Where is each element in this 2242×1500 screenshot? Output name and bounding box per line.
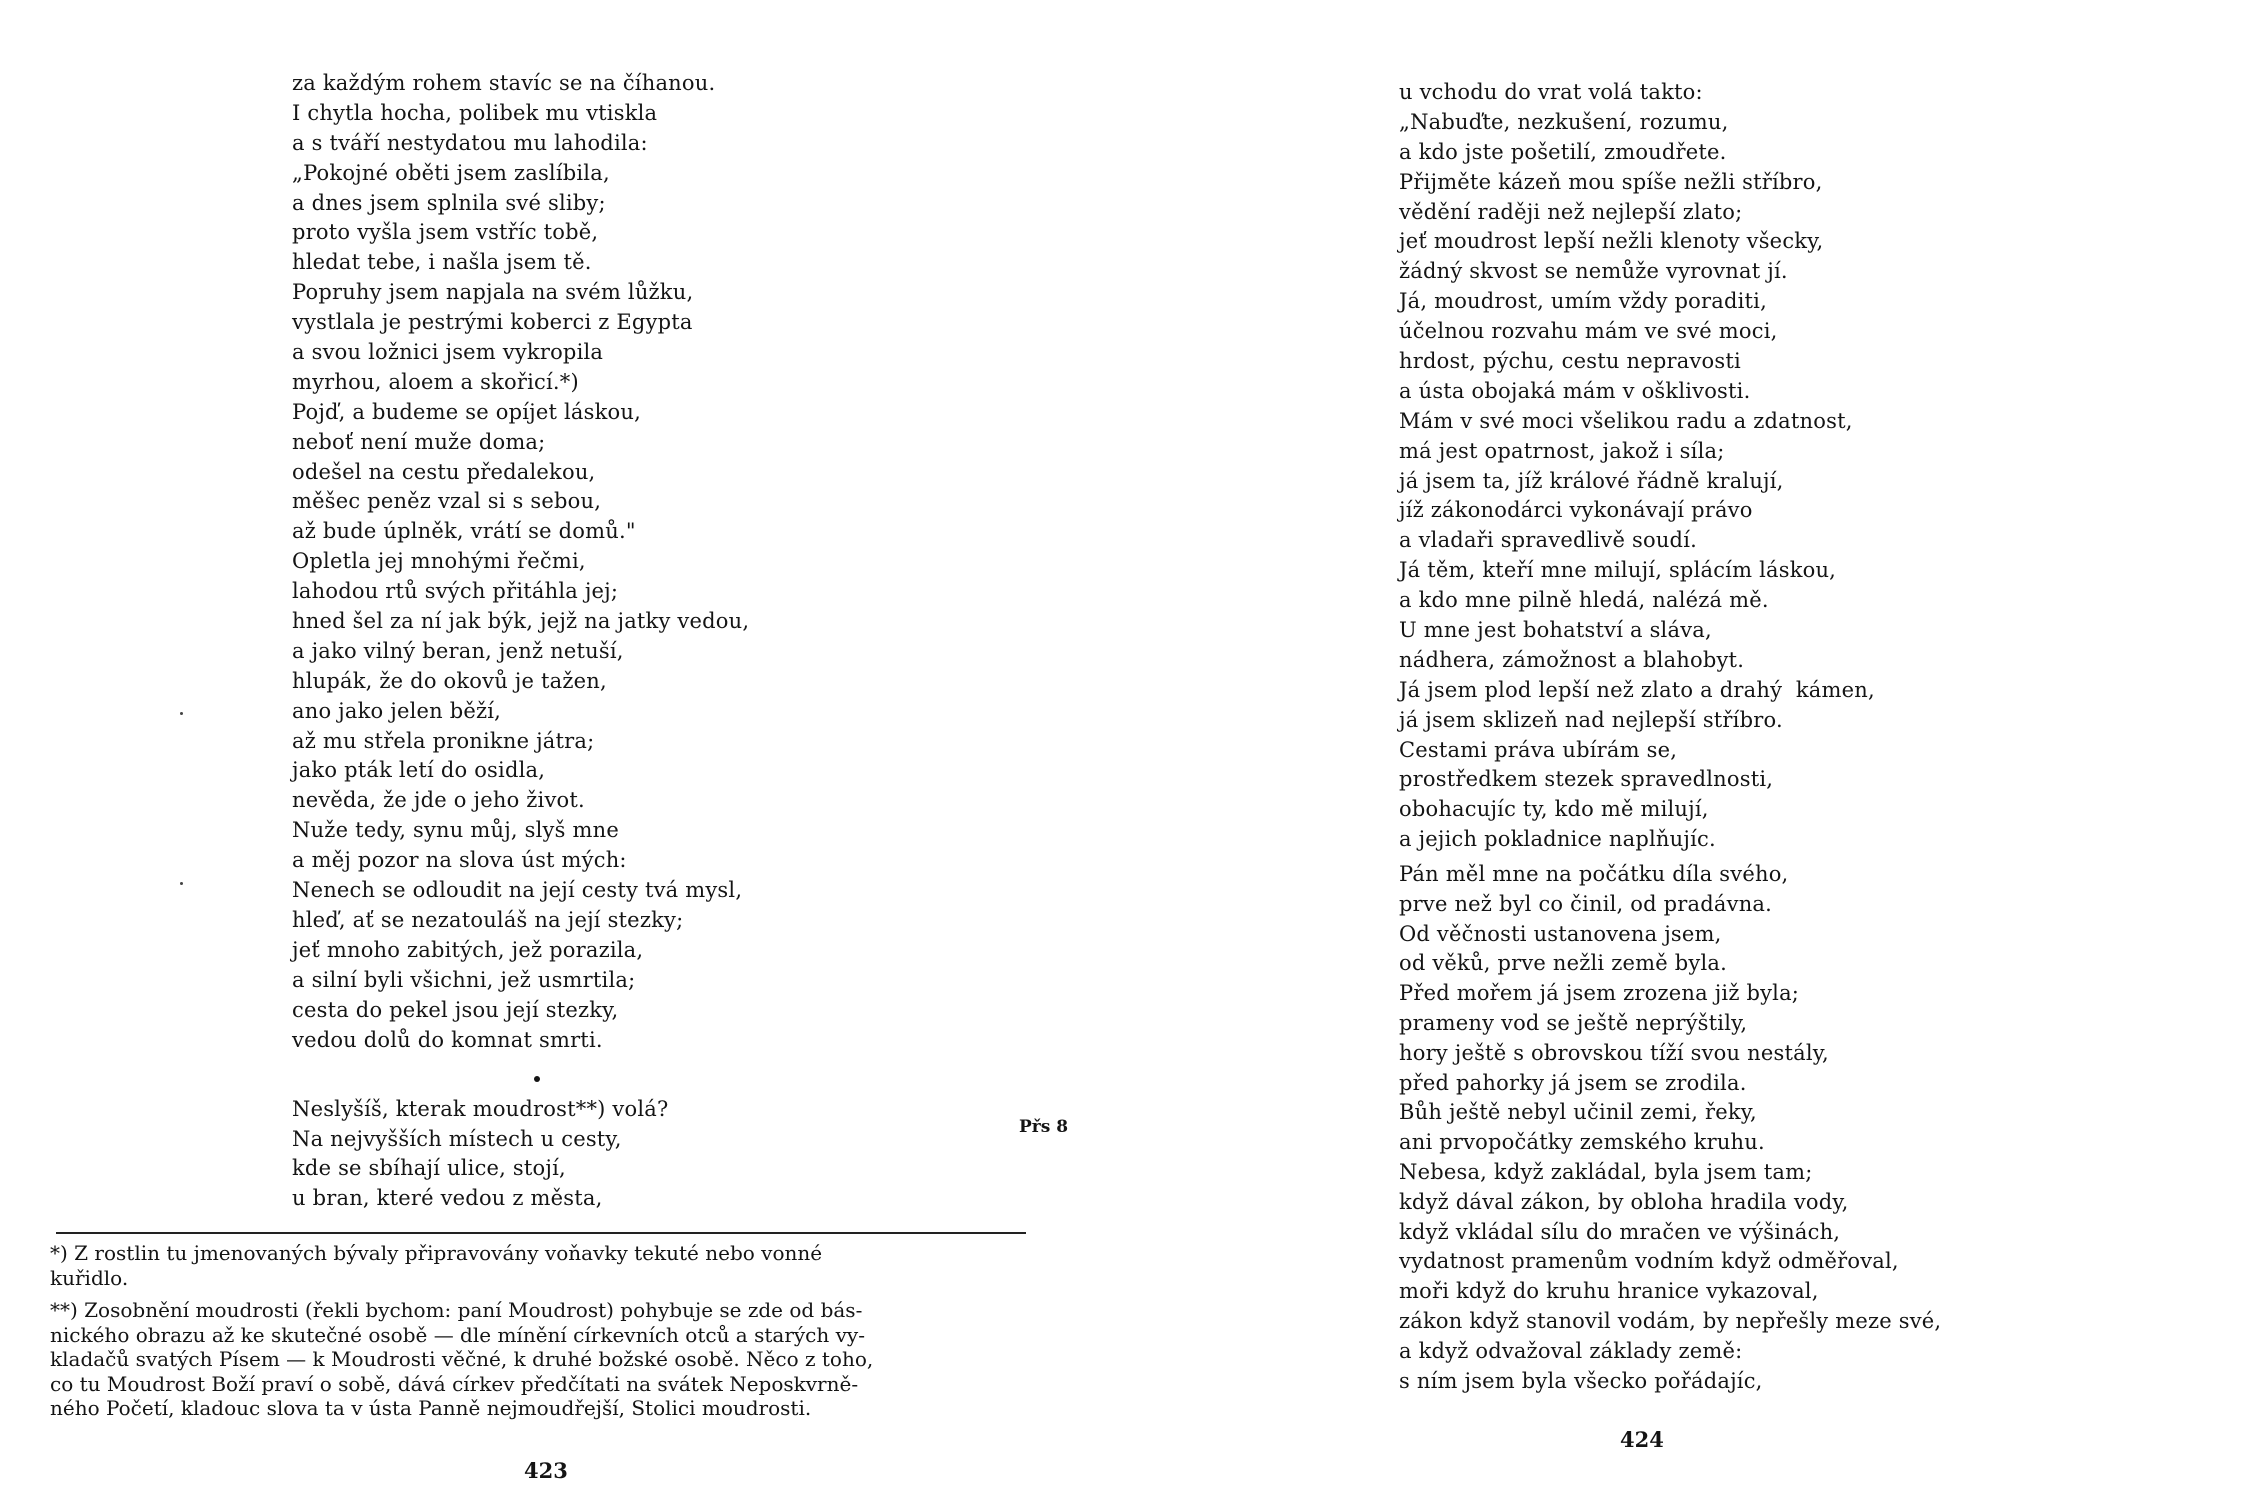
verse-line: Neslyšíš, kterak moudrost**) volá? (292, 1097, 669, 1121)
verse-line: Popruhy jsem napjala na svém lůžku, (292, 280, 694, 305)
verse-line: hledat tebe, i našla jsem tě. (292, 250, 592, 275)
print-speck (180, 882, 183, 885)
verse-line: a měj pozor na slova úst mých: (292, 848, 627, 873)
verse-line: já jsem ta, jíž králové řádně kralují, (1399, 468, 1784, 493)
verse-line: a jako vilný beran, jenž netuší, (292, 638, 624, 663)
verse-line: vedou dolů do komnat smrti. (292, 1027, 603, 1052)
verse-line: Přijměte kázeň mou spíše nežli stříbro, (1399, 169, 1823, 194)
verse-line: I chytla hocha, polibek mu vtiskla (292, 100, 658, 125)
verse-line: až bude úplněk, vrátí se domů." (292, 519, 636, 544)
right-verse-block (1399, 78, 1875, 855)
verse-line: a ústa obojaká mám v ošklivosti. (1399, 378, 1751, 403)
verse-line: hned šel za ní jak býk, jejž na jatky vedou, (292, 609, 750, 634)
verse-line: a jejich pokladnice naplňujíc. (1399, 827, 1716, 852)
verse-line: a silní byli všichni, jež usmrtila; (292, 967, 636, 992)
verse-line: Nenech se odloudit na její cesty tvá mysl, (292, 878, 743, 903)
verse-line: „Pokojné oběti jsem zaslíbila, (292, 160, 610, 185)
footnote-line: kuřidlo. (50, 1265, 129, 1290)
footnote-line: ného Početí, kladouc slova ta v ústa Panně nejmoudřejší, Stolici moudrosti. (50, 1396, 812, 1420)
verse-line: jako pták letí do osidla, (292, 758, 546, 783)
verse-line: prve než byl co činil, od pradávna. (1399, 891, 1773, 916)
verse-line: u vchodu do vrat volá takto: (1399, 80, 1703, 104)
verse-line: od věků, prve nežli země byla. (1399, 951, 1727, 976)
verse-line: a s tváří nestydatou mu lahodila: (292, 130, 648, 155)
verse-line: má jest opatrnost, jakož i síla; (1399, 438, 1725, 463)
verse-line: ano jako jelen běží, (292, 698, 502, 723)
verse-line: a kdo jste pošetilí, zmoudřete. (1399, 139, 1727, 164)
verse-line: Nuže tedy, synu můj, slyš mne (292, 818, 619, 843)
verse-line: jeť moudrost lepší nežli klenoty všecky, (1399, 229, 1824, 254)
verse-line: Nebesa, když zakládal, byla jsem tam; (1399, 1159, 1813, 1184)
verse-line: Pojď, a budeme se opíjet láskou, (292, 399, 641, 424)
verse-line: „Nabuďte, nezkušení, rozumu, (1399, 109, 1729, 134)
verse-line: Mám v své moci všelikou radu a zdatnost, (1399, 408, 1853, 433)
verse-line: prameny vod se ještě neprýštily, (1399, 1010, 1748, 1035)
footnote-rule (56, 1232, 1026, 1234)
verse-line: odešel na cestu předalekou, (292, 459, 596, 484)
verse-line: lahodou rtů svých přitáhla jej; (292, 579, 619, 604)
verse-line: hlupák, že do okovů je tažen, (292, 668, 607, 693)
verse-line: měšec peněz vzal si s sebou, (292, 489, 602, 514)
verse-line: myrhou, aloem a skořicí.*) (292, 369, 579, 394)
left-verse-block (292, 69, 749, 1055)
verse-line: Cestami práva ubírám se, (1399, 737, 1678, 762)
verse-line: obohacujíc ty, kdo mě milují, (1399, 797, 1709, 822)
verse-line: a svou ložnici jsem vykropila (292, 340, 604, 365)
verse-line: vystlala je pestrými koberci z Egypta (292, 310, 693, 335)
verse-line: účelnou rozvahu mám ve své moci, (1399, 319, 1778, 344)
verse-line: kde se sbíhají ulice, stojí, (292, 1156, 566, 1180)
verse-line: Já těm, kteří mne milují, splácím láskou, (1399, 558, 1837, 583)
section-star-marker (534, 1076, 540, 1082)
right-verse-block-2 (1399, 860, 1941, 1396)
verse-line: U mne jest bohatství a sláva, (1399, 618, 1712, 643)
verse-line: zákon když stanovil vodám, by nepřešly meze své, (1399, 1308, 1942, 1333)
verse-line: když dával zákon, by obloha hradila vody, (1399, 1189, 1849, 1214)
verse-line: u bran, které vedou z města, (292, 1185, 603, 1210)
verse-line: neboť není muže doma; (292, 429, 546, 454)
verse-line: Před mořem já jsem zrozena již byla; (1399, 981, 1800, 1006)
page-number: 423 (524, 1458, 568, 1483)
verse-line: před pahorky já jsem se zrodila. (1399, 1070, 1747, 1095)
verse-line: až mu střela pronikne játra; (292, 728, 595, 753)
verse-line: žádný skvost se nemůže vyrovnat jí. (1399, 259, 1788, 284)
verse-line: cesta do pekel jsou její stezky, (292, 997, 619, 1022)
verse-line: a kdo mne pilně hledá, nalézá mě. (1399, 588, 1769, 613)
verse-line: hory ještě s obrovskou tíží svou nestály, (1399, 1040, 1829, 1065)
footnotes (50, 1241, 1030, 1421)
verse-line: proto vyšla jsem vstříc tobě, (292, 220, 599, 245)
verse-line: Od věčnosti ustanovena jsem, (1399, 921, 1722, 946)
verse-line: hrdost, pýchu, cestu nepravosti (1399, 349, 1741, 374)
verse-line: Na nejvyšších místech u cesty, (292, 1126, 622, 1151)
footnote-line: **) Zosobnění moudrosti (řekli bychom: paní Moudrost) pohybuje se zde od bás- (50, 1298, 863, 1322)
verse-line: jíž zákonodárci vykonávají právo (1399, 498, 1753, 523)
footnote-line: nického obrazu až ke skutečné osobě — dle mínění církevních otců a starých vy- (50, 1322, 865, 1347)
verse-line: za každým rohem stavíc se na číhanou. (292, 71, 716, 95)
right-page (1121, 0, 2242, 1500)
verse-line: vydatnost pramenům vodním když odměřoval, (1399, 1249, 1899, 1274)
verse-line: nádhera, zámožnost a blahobyt. (1399, 647, 1745, 672)
verse-line: hleď, ať se nezatouláš na její stezky; (292, 907, 684, 932)
verse-line: a vladaři spravedlivě soudí. (1399, 528, 1697, 553)
footnote-line: kladačů svatých Písem — k Moudrosti věčné, k druhé božské osobě. Něco z toho, (50, 1347, 874, 1371)
footnote-line: co tu Moudrost Boží praví o sobě, dává církev předčítati na svátek Neposkvrně- (50, 1371, 859, 1396)
verse-line: jeť mnoho zabitých, jež porazila, (292, 937, 644, 962)
print-speck (180, 712, 183, 715)
verse-line: Pán měl mne na počátku díla svého, (1399, 862, 1789, 886)
verse-line: Já jsem plod lepší než zlato a drahý kámen, (1399, 677, 1875, 702)
verse-line: Opletla jej mnohými řečmi, (292, 549, 586, 574)
verse-line: vědění raději než nejlepší zlato; (1399, 199, 1743, 224)
footnote-gap (50, 1290, 1030, 1298)
footnote-line: *) Z rostlin tu jmenovaných bývaly připravovány voňavky tekuté nebo vonné (50, 1241, 823, 1265)
verse-line: Já, moudrost, umím vždy poraditi, (1399, 289, 1767, 314)
verse-line: Bůh ještě nebyl učinil zemi, řeky, (1399, 1100, 1757, 1125)
verse-line: já jsem sklizeň nad nejlepší stříbro. (1399, 707, 1783, 732)
verse-line: moři když do kruhu hranice vykazoval, (1399, 1279, 1819, 1304)
verse-line: a dnes jsem splnila své sliby; (292, 190, 606, 215)
left-verse-block-2 (292, 1095, 668, 1213)
verse-line: s ním jsem byla všecko pořádajíc, (1399, 1368, 1763, 1393)
verse-line: prostředkem stezek spravedlnosti, (1399, 767, 1774, 792)
margin-reference: Přs 8 (1019, 1117, 1069, 1137)
page-number: 424 (1620, 1427, 1664, 1452)
verse-line: ani prvopočátky zemského kruhu. (1399, 1130, 1765, 1155)
verse-line: nevěda, že jde o jeho život. (292, 788, 585, 813)
verse-line: a když odvažoval základy země: (1399, 1338, 1743, 1363)
verse-line: když vkládal sílu do mračen ve výšinách, (1399, 1219, 1841, 1244)
